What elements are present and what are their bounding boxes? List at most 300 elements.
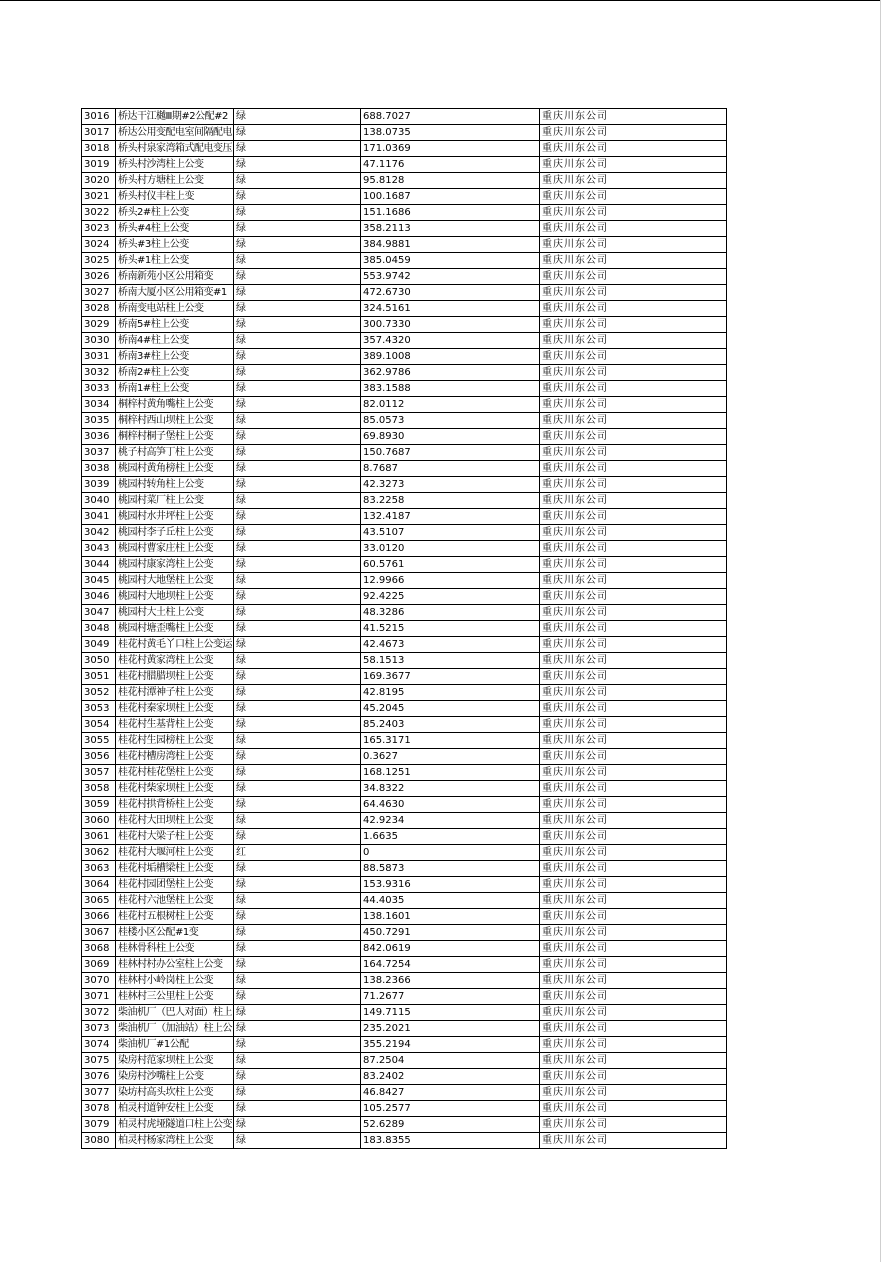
station-name-cell: 桥头村方塘柱上公变 [116,173,234,189]
status-cell: 绿 [234,509,361,525]
value-cell: 472.6730 [361,285,540,301]
status-cell: 绿 [234,573,361,589]
station-name-cell: 桐梓村西山坝柱上公变 [116,413,234,429]
status-cell: 绿 [234,1053,361,1069]
station-name-cell: 桂花村生基背柱上公变 [116,717,234,733]
row-id-cell: 3059 [82,797,116,813]
value-cell: 389.1008 [361,349,540,365]
value-cell: 52.6289 [361,1117,540,1133]
row-id-cell: 3026 [82,269,116,285]
status-cell: 绿 [234,1101,361,1117]
status-cell: 绿 [234,813,361,829]
row-id-cell: 3074 [82,1037,116,1053]
status-cell: 绿 [234,957,361,973]
status-cell: 绿 [234,1005,361,1021]
station-name-cell: 桥头村仪丰柱上变 [116,189,234,205]
table-row [82,989,727,1005]
station-name-cell: 桃园村菜厂柱上公变 [116,493,234,509]
table-row [82,477,727,493]
company-cell: 重庆川东公司 [540,397,727,413]
station-name-cell: 柴油机厂（加油站）柱上公 [116,1021,234,1037]
station-name-cell: 桂花村五根树柱上公变 [116,909,234,925]
table-row [82,797,727,813]
table-row [82,973,727,989]
table-row [82,541,727,557]
row-id-cell: 3036 [82,429,116,445]
station-name-cell: 桂花村拱背桥柱上公变 [116,797,234,813]
station-name-cell: 桥头2#柱上公变 [116,205,234,221]
table-row [82,845,727,861]
status-cell: 绿 [234,221,361,237]
value-cell: 132.4187 [361,509,540,525]
station-name-cell: 桥达公用变配电室间隔配电 [116,125,234,141]
value-cell: 149.7115 [361,1005,540,1021]
table-row [82,1053,727,1069]
row-id-cell: 3080 [82,1133,116,1149]
row-id-cell: 3066 [82,909,116,925]
table-row [82,333,727,349]
station-name-cell: 桂花村桂花堡柱上公变 [116,765,234,781]
company-cell: 重庆川东公司 [540,285,727,301]
status-cell: 绿 [234,829,361,845]
value-cell: 58.1513 [361,653,540,669]
station-name-cell: 桥头村沙湾柱上公变 [116,157,234,173]
value-cell: 100.1687 [361,189,540,205]
station-name-cell: 桃园村曹家庄柱上公变 [116,541,234,557]
table-row [82,317,727,333]
station-name-cell: 柏灵村道钟安柱上公变 [116,1101,234,1117]
value-cell: 88.5873 [361,861,540,877]
status-cell: 绿 [234,749,361,765]
table-row [82,925,727,941]
company-cell: 重庆川东公司 [540,1069,727,1085]
value-cell: 235.2021 [361,1021,540,1037]
status-cell: 绿 [234,237,361,253]
station-name-cell: 桥头村泉家湾箱式配电变压 [116,141,234,157]
station-name-cell: 桥南3#柱上公变 [116,349,234,365]
station-name-cell: 桂花村黄家湾柱上公变 [116,653,234,669]
company-cell: 重庆川东公司 [540,573,727,589]
company-cell: 重庆川东公司 [540,477,727,493]
station-name-cell: 桂林村三公里柱上公变 [116,989,234,1005]
status-cell: 绿 [234,525,361,541]
station-name-cell: 桃园村大土柱上公变 [116,605,234,621]
station-name-cell: 桂花村大梁子柱上公变 [116,829,234,845]
row-id-cell: 3041 [82,509,116,525]
station-name-cell: 桥头#4柱上公变 [116,221,234,237]
status-cell: 绿 [234,189,361,205]
company-cell: 重庆川东公司 [540,893,727,909]
table-row [82,733,727,749]
table-row [82,861,727,877]
status-cell: 绿 [234,941,361,957]
row-id-cell: 3072 [82,1005,116,1021]
table-row [82,221,727,237]
row-id-cell: 3069 [82,957,116,973]
company-cell: 重庆川东公司 [540,237,727,253]
table-row [82,1069,727,1085]
status-cell: 绿 [234,253,361,269]
company-cell: 重庆川东公司 [540,717,727,733]
station-name-cell: 桂花村柴家坝柱上公变 [116,781,234,797]
status-cell: 绿 [234,893,361,909]
table-row [82,1101,727,1117]
status-cell: 绿 [234,301,361,317]
row-id-cell: 3031 [82,349,116,365]
row-id-cell: 3057 [82,765,116,781]
table-row [82,189,727,205]
company-cell: 重庆川东公司 [540,205,727,221]
row-id-cell: 3034 [82,397,116,413]
value-cell: 842.0619 [361,941,540,957]
station-name-cell: 桥南5#柱上公变 [116,317,234,333]
row-id-cell: 3046 [82,589,116,605]
status-cell: 绿 [234,413,361,429]
status-cell: 绿 [234,1037,361,1053]
row-id-cell: 3037 [82,445,116,461]
company-cell: 重庆川东公司 [540,685,727,701]
status-cell: 绿 [234,637,361,653]
row-id-cell: 3033 [82,381,116,397]
company-cell: 重庆川东公司 [540,173,727,189]
status-cell: 绿 [234,909,361,925]
page-top-border [0,0,880,1]
company-cell: 重庆川东公司 [540,589,727,605]
company-cell: 重庆川东公司 [540,941,727,957]
table-row [82,269,727,285]
value-cell: 384.9881 [361,237,540,253]
value-cell: 169.3677 [361,669,540,685]
value-cell: 82.0112 [361,397,540,413]
table-row [82,637,727,653]
value-cell: 150.7687 [361,445,540,461]
company-cell: 重庆川东公司 [540,381,727,397]
value-cell: 45.2045 [361,701,540,717]
station-name-cell: 桃园村黄角榜柱上公变 [116,461,234,477]
row-id-cell: 3021 [82,189,116,205]
table-row [82,781,727,797]
value-cell: 69.8930 [361,429,540,445]
company-cell: 重庆川东公司 [540,909,727,925]
table-row [82,1037,727,1053]
company-cell: 重庆川东公司 [540,157,727,173]
table-row [82,621,727,637]
value-cell: 42.9234 [361,813,540,829]
transformer-table [81,108,727,1149]
value-cell: 553.9742 [361,269,540,285]
table-row [82,381,727,397]
value-cell: 168.1251 [361,765,540,781]
value-cell: 324.5161 [361,301,540,317]
company-cell: 重庆川东公司 [540,621,727,637]
station-name-cell: 桃园村康家湾柱上公变 [116,557,234,573]
station-name-cell: 桂花村生园榜柱上公变 [116,733,234,749]
status-cell: 绿 [234,669,361,685]
table-row [82,717,727,733]
company-cell: 重庆川东公司 [540,1085,727,1101]
status-cell: 绿 [234,1021,361,1037]
row-id-cell: 3062 [82,845,116,861]
status-cell: 绿 [234,973,361,989]
station-name-cell: 桃园村大地堡柱上公变 [116,573,234,589]
page-right-edge [880,0,881,1262]
status-cell: 绿 [234,589,361,605]
status-cell: 绿 [234,621,361,637]
company-cell: 重庆川东公司 [540,989,727,1005]
row-id-cell: 3022 [82,205,116,221]
station-name-cell: 桃园村李子丘柱上公变 [116,525,234,541]
row-id-cell: 3019 [82,157,116,173]
status-cell: 绿 [234,493,361,509]
value-cell: 362.9786 [361,365,540,381]
row-id-cell: 3024 [82,237,116,253]
status-cell: 绿 [234,861,361,877]
status-cell: 绿 [234,109,361,125]
company-cell: 重庆川东公司 [540,925,727,941]
table-row [82,461,727,477]
company-cell: 重庆川东公司 [540,109,727,125]
status-cell: 绿 [234,141,361,157]
table-row [82,157,727,173]
row-id-cell: 3073 [82,1021,116,1037]
value-cell: 383.1588 [361,381,540,397]
company-cell: 重庆川东公司 [540,557,727,573]
status-cell: 绿 [234,557,361,573]
value-cell: 357.4320 [361,333,540,349]
status-cell: 绿 [234,173,361,189]
value-cell: 48.3286 [361,605,540,621]
row-id-cell: 3020 [82,173,116,189]
status-cell: 绿 [234,477,361,493]
value-cell: 71.2677 [361,989,540,1005]
company-cell: 重庆川东公司 [540,877,727,893]
table-row [82,525,727,541]
value-cell: 183.8355 [361,1133,540,1149]
row-id-cell: 3077 [82,1085,116,1101]
company-cell: 重庆川东公司 [540,781,727,797]
station-name-cell: 柏灵村虎垭隧道口柱上公变 [116,1117,234,1133]
status-cell: 绿 [234,1117,361,1133]
row-id-cell: 3064 [82,877,116,893]
value-cell: 95.8128 [361,173,540,189]
row-id-cell: 3035 [82,413,116,429]
station-name-cell: 染房村沙嘴柱上公变 [116,1069,234,1085]
status-cell: 绿 [234,717,361,733]
station-name-cell: 桂花村垢槽梁柱上公变 [116,861,234,877]
row-id-cell: 3045 [82,573,116,589]
table-row [82,685,727,701]
row-id-cell: 3063 [82,861,116,877]
table-row [82,605,727,621]
value-cell: 41.5215 [361,621,540,637]
table-row [82,749,727,765]
value-cell: 171.0369 [361,141,540,157]
table-row [82,653,727,669]
station-name-cell: 桐梓村桐子堡柱上公变 [116,429,234,445]
table-row [82,941,727,957]
value-cell: 83.2258 [361,493,540,509]
row-id-cell: 3042 [82,525,116,541]
station-name-cell: 桥头#1柱上公变 [116,253,234,269]
company-cell: 重庆川东公司 [540,525,727,541]
station-name-cell: 柏灵村杨家湾柱上公变 [116,1133,234,1149]
table-row [82,701,727,717]
row-id-cell: 3038 [82,461,116,477]
station-name-cell: 桥南2#柱上公变 [116,365,234,381]
company-cell: 重庆川东公司 [540,445,727,461]
company-cell: 重庆川东公司 [540,221,727,237]
row-id-cell: 3027 [82,285,116,301]
table-row [82,141,727,157]
status-cell: 绿 [234,461,361,477]
station-name-cell: 桃园村水井坪柱上公变 [116,509,234,525]
table-row [82,509,727,525]
value-cell: 358.2113 [361,221,540,237]
table-row [82,1085,727,1101]
company-cell: 重庆川东公司 [540,861,727,877]
value-cell: 105.2577 [361,1101,540,1117]
status-cell: 绿 [234,653,361,669]
status-cell: 绿 [234,685,361,701]
row-id-cell: 3055 [82,733,116,749]
table-row [82,301,727,317]
row-id-cell: 3016 [82,109,116,125]
table-row [82,173,727,189]
table-row [82,909,727,925]
company-cell: 重庆川东公司 [540,749,727,765]
value-cell: 8.7687 [361,461,540,477]
row-id-cell: 3054 [82,717,116,733]
row-id-cell: 3039 [82,477,116,493]
row-id-cell: 3047 [82,605,116,621]
table-row [82,109,727,125]
status-cell: 绿 [234,429,361,445]
row-id-cell: 3075 [82,1053,116,1069]
company-cell: 重庆川东公司 [540,429,727,445]
status-cell: 绿 [234,157,361,173]
status-cell: 绿 [234,877,361,893]
company-cell: 重庆川东公司 [540,733,727,749]
company-cell: 重庆川东公司 [540,253,727,269]
station-name-cell: 桂花村大堰河柱上公变 [116,845,234,861]
table-row [82,557,727,573]
value-cell: 42.8195 [361,685,540,701]
table-row [82,365,727,381]
company-cell: 重庆川东公司 [540,973,727,989]
station-name-cell: 桂花村大田坝柱上公变 [116,813,234,829]
status-cell: 绿 [234,269,361,285]
row-id-cell: 3078 [82,1101,116,1117]
value-cell: 46.8427 [361,1085,540,1101]
status-cell: 绿 [234,797,361,813]
table-row [82,957,727,973]
station-name-cell: 桂花村园团堡柱上公变 [116,877,234,893]
company-cell: 重庆川东公司 [540,141,727,157]
company-cell: 重庆川东公司 [540,605,727,621]
row-id-cell: 3040 [82,493,116,509]
value-cell: 355.2194 [361,1037,540,1053]
station-name-cell: 桥南1#柱上公变 [116,381,234,397]
station-name-cell: 桃园村大地坝柱上公变 [116,589,234,605]
station-name-cell: 桂花村槽房湾柱上公变 [116,749,234,765]
status-cell: 绿 [234,397,361,413]
status-cell: 绿 [234,925,361,941]
table-row [82,397,727,413]
value-cell: 165.3171 [361,733,540,749]
company-cell: 重庆川东公司 [540,493,727,509]
status-cell: 绿 [234,349,361,365]
table-row [82,205,727,221]
station-name-cell: 桥南变电站柱上公变 [116,301,234,317]
row-id-cell: 3030 [82,333,116,349]
value-cell: 43.5107 [361,525,540,541]
company-cell: 重庆川东公司 [540,1037,727,1053]
row-id-cell: 3048 [82,621,116,637]
value-cell: 12.9966 [361,573,540,589]
value-cell: 47.1176 [361,157,540,173]
value-cell: 300.7330 [361,317,540,333]
table-row [82,413,727,429]
value-cell: 60.5761 [361,557,540,573]
value-cell: 33.0120 [361,541,540,557]
table-row [82,285,727,301]
value-cell: 688.7027 [361,109,540,125]
company-cell: 重庆川东公司 [540,1021,727,1037]
company-cell: 重庆川东公司 [540,1005,727,1021]
status-cell: 绿 [234,317,361,333]
status-cell: 绿 [234,733,361,749]
company-cell: 重庆川东公司 [540,365,727,381]
company-cell: 重庆川东公司 [540,1117,727,1133]
table-row [82,669,727,685]
status-cell: 红 [234,845,361,861]
table-row [82,445,727,461]
row-id-cell: 3051 [82,669,116,685]
company-cell: 重庆川东公司 [540,829,727,845]
company-cell: 重庆川东公司 [540,461,727,477]
table-row [82,1021,727,1037]
value-cell: 0 [361,845,540,861]
row-id-cell: 3079 [82,1117,116,1133]
station-name-cell: 桂花村六池堡柱上公变 [116,893,234,909]
status-cell: 绿 [234,125,361,141]
value-cell: 450.7291 [361,925,540,941]
value-cell: 34.8322 [361,781,540,797]
value-cell: 92.4225 [361,589,540,605]
row-id-cell: 3032 [82,365,116,381]
station-name-cell: 桥头#3柱上公变 [116,237,234,253]
status-cell: 绿 [234,541,361,557]
value-cell: 138.1601 [361,909,540,925]
value-cell: 138.2366 [361,973,540,989]
company-cell: 重庆川东公司 [540,1101,727,1117]
station-name-cell: 染坊村高头坎柱上公变 [116,1085,234,1101]
station-name-cell: 桥达干江樾Ⅲ期#2公配#2 [116,109,234,125]
table-row [82,829,727,845]
status-cell: 绿 [234,765,361,781]
table-row [82,349,727,365]
station-name-cell: 柴油机厂（巴人对面）柱上 [116,1005,234,1021]
table-row [82,573,727,589]
station-name-cell: 桃园村转角柱上公变 [116,477,234,493]
table-row [82,893,727,909]
row-id-cell: 3018 [82,141,116,157]
status-cell: 绿 [234,1133,361,1149]
row-id-cell: 3067 [82,925,116,941]
row-id-cell: 3050 [82,653,116,669]
row-id-cell: 3025 [82,253,116,269]
value-cell: 164.7254 [361,957,540,973]
